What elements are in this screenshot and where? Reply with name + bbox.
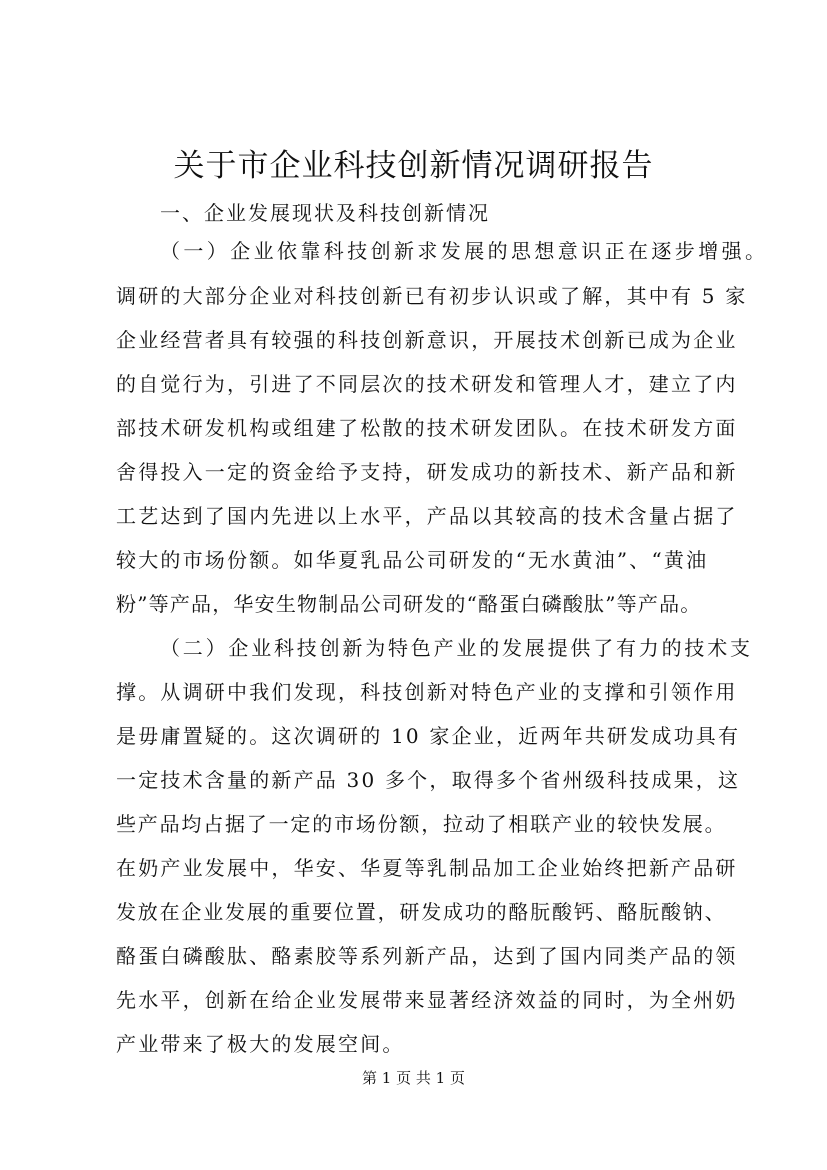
paragraph-2-line: （二）企业科技创新为特色产业的发展提供了有力的技术支 bbox=[160, 636, 753, 660]
paragraph-1-line: （一）企业依靠科技创新求发展的思想意识正在逐步增强。 bbox=[160, 239, 769, 263]
paragraph-2-line: 撑。从调研中我们发现，科技创新对特色产业的支撑和引领作用 bbox=[116, 680, 738, 704]
paragraph-1-line: 舍得投入一定的资金给予支持，研发成功的新技术、新产品和新 bbox=[116, 460, 738, 484]
paragraph-2-line: 是毋庸置疑的。这次调研的 10 家企业，近两年共研发成功具有 bbox=[116, 724, 741, 748]
paragraph-1-line: 的自觉行为，引进了不同层次的技术研发和管理人才，建立了内 bbox=[116, 372, 738, 396]
paragraph-1-line: 部技术研发机构或组建了松散的技术研发团队。在技术研发方面 bbox=[116, 416, 738, 440]
section-heading: 一、企业发展现状及科技创新情况 bbox=[160, 201, 490, 225]
paragraph-1-line: 工艺达到了国内先进以上水平，产品以其较高的技术含量占据了 bbox=[116, 504, 738, 528]
paragraph-2-line: 发放在企业发展的重要位置，研发成功的酪朊酸钙、酪朊酸钠、 bbox=[116, 900, 727, 924]
paragraph-2-line: 在奶产业发展中，华安、华夏等乳制品加工企业始终把新产品研 bbox=[116, 856, 738, 880]
document-title: 关于市企业科技创新情况调研报告 bbox=[173, 148, 654, 184]
paragraph-1-line: 调研的大部分企业对科技创新已有初步认识或了解，其中有 5 家 bbox=[116, 284, 748, 308]
paragraph-1-line: 企业经营者具有较强的科技创新意识，开展技术创新已成为企业 bbox=[116, 328, 738, 352]
page-number-footer: 第 1 页 共 1 页 bbox=[362, 1069, 465, 1087]
paragraph-2-line: 些产品均占据了一定的市场份额，拉动了相联产业的较快发展。 bbox=[116, 812, 727, 836]
paragraph-2-line: 酪蛋白磷酸肽、酪素胶等系列新产品，达到了国内同类产品的领 bbox=[116, 944, 738, 968]
paragraph-2-line: 产业带来了极大的发展空间。 bbox=[116, 1032, 405, 1056]
paragraph-1-line: 粉”等产品，华安生物制品公司研发的“酪蛋白磷酸肽”等产品。 bbox=[116, 592, 702, 616]
paragraph-2-line: 一定技术含量的新产品 30 多个，取得多个省州级科技成果，这 bbox=[116, 768, 741, 792]
paragraph-2-line: 先水平，创新在给企业发展带来显著经济效益的同时，为全州奶 bbox=[116, 988, 738, 1012]
paragraph-1-line: 较大的市场份额。如华夏乳品公司研发的“无水黄油”、“黄油 bbox=[116, 548, 709, 572]
